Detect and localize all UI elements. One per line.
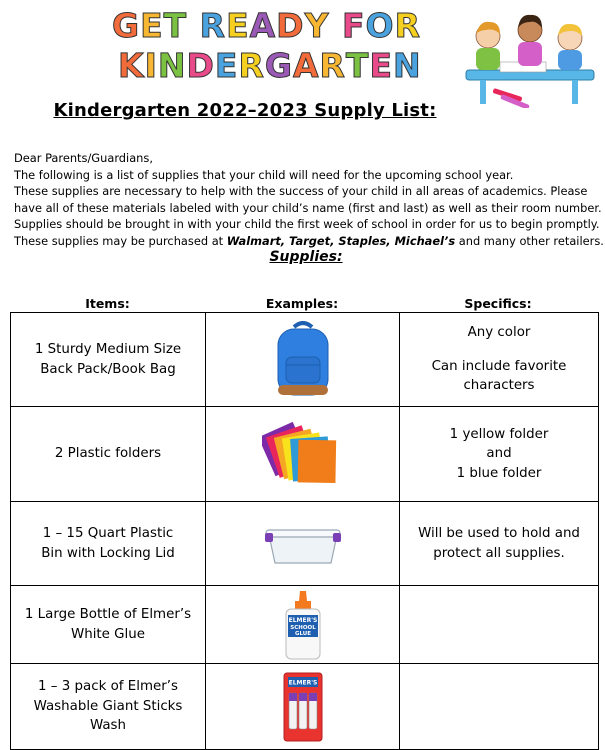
banner-letter: E: [214, 46, 239, 85]
specifics-cell: [400, 586, 599, 664]
banner-letter: [187, 6, 200, 45]
banner-letter: K: [118, 46, 145, 85]
item-cell: [11, 407, 206, 502]
specifics-text: [400, 343, 598, 357]
letter-line: have all of these materials labeled with your child’s name (first and last) as well as their room number.: [14, 200, 602, 215]
item-text: Wash: [89, 718, 127, 734]
banner-letter: T: [163, 6, 188, 45]
column-header-items: Items:: [85, 296, 130, 311]
item-text: Bin with Locking Lid: [41, 545, 175, 561]
specifics-text: characters: [463, 378, 535, 394]
banner-letter: R: [238, 46, 265, 85]
banner-letter: F: [341, 6, 366, 45]
letter-line: [14, 233, 604, 250]
specifics-cell: [400, 313, 599, 407]
banner-letter: D: [276, 6, 305, 45]
table-row: [11, 586, 599, 664]
specifics-text: protect all supplies.: [433, 545, 565, 561]
specifics-text: Any color: [467, 325, 531, 341]
banner-letter: G: [112, 6, 141, 45]
item-cell: [11, 313, 206, 407]
letter-line: The following is a list of supplies that your child will need for the upcoming school year.: [14, 167, 514, 182]
item-text: 1 Sturdy Medium Size: [34, 342, 182, 357]
letter-to-parents: [14, 150, 604, 250]
letter-line: Supplies should be brought in with your child the first week of school in order for us to begin promptly.: [14, 217, 600, 232]
item-text: 1 – 3 pack of Elmer’s: [38, 679, 178, 695]
svg-text:ELMER'S: ELMER'S: [288, 679, 317, 686]
column-header-specifics: Specifics:: [464, 296, 532, 311]
example-cell: [206, 586, 400, 664]
item-cell: [11, 502, 206, 586]
item-text: Back Pack/Book Bag: [40, 361, 176, 377]
letter-salutation: Dear Parents/Guardians,: [14, 151, 153, 165]
banner-letter: A: [292, 46, 320, 85]
example-cell: [206, 664, 400, 750]
banner-letter: O: [365, 6, 395, 45]
banner-letter: Y: [304, 6, 330, 45]
specifics-text: Can include favorite: [431, 358, 567, 374]
specifics-cell: [400, 502, 599, 586]
column-header-examples: Examples:: [265, 296, 339, 311]
specifics-text: and: [486, 446, 512, 462]
children-coloring-clipart-icon: [460, 8, 600, 108]
glue-bottle-icon: [280, 589, 326, 661]
item-cell: [11, 586, 206, 664]
supply-table: [10, 312, 599, 750]
banner-letter: R: [319, 46, 346, 85]
example-cell: [206, 502, 400, 586]
backpack-icon: [272, 321, 334, 399]
item-cell: [11, 664, 206, 750]
banner-letter: I: [144, 46, 158, 85]
banner-letter: D: [186, 46, 215, 85]
letter-text: and many other retailers.: [455, 233, 604, 248]
letter-line: These supplies are necessary to help with the success of your child in all areas of academics. Please: [14, 184, 588, 199]
banner-letter: E: [226, 6, 250, 45]
example-cell: [206, 313, 400, 407]
specifics-text: 1 blue folder: [456, 465, 542, 481]
specifics-cell: [400, 664, 599, 750]
item-text: 2 Plastic folders: [54, 446, 162, 462]
page-title: Kindergarten 2022–2023 Supply List:: [53, 100, 437, 121]
banner-letter: R: [199, 6, 227, 45]
specifics-text: 1 yellow folder: [449, 426, 549, 442]
banner-letter: N: [392, 46, 422, 85]
specifics-cell: [400, 407, 599, 502]
glue-sticks-icon: [280, 671, 326, 743]
folders-icon: [262, 418, 344, 490]
plastic-bin-icon: [263, 521, 343, 567]
svg-text:ELMER'S: ELMER'S: [288, 616, 317, 624]
banner-letter: A: [249, 6, 277, 45]
banner-letter: R: [394, 6, 422, 45]
column-headers: [10, 296, 597, 312]
table-row: [11, 664, 599, 750]
letter-text: These supplies may be purchased at: [14, 233, 227, 248]
specifics-text: Will be used to hold and: [418, 526, 580, 541]
example-cell: [206, 407, 400, 502]
item-text: Washable Giant Sticks: [33, 698, 183, 714]
table-row: [11, 502, 599, 586]
table-row: [11, 313, 599, 407]
banner-letter: T: [345, 46, 370, 85]
svg-text:SCHOOL: SCHOOL: [289, 624, 316, 631]
banner-letter: E: [140, 6, 164, 45]
banner-letter: N: [157, 46, 187, 85]
item-text: 1 – 15 Quart Plastic: [42, 526, 174, 541]
item-text: White Glue: [70, 626, 145, 642]
item-text: 1 Large Bottle of Elmer’s: [24, 607, 192, 622]
store-names: Walmart, Target, Staples, Michael’s: [226, 233, 456, 248]
svg-text:GLUE: GLUE: [294, 630, 311, 637]
banner-letter: E: [369, 46, 393, 85]
banner-letter: G: [264, 46, 293, 85]
supplies-heading: Supplies:: [269, 249, 343, 265]
table-row: [11, 407, 599, 502]
banner-letter: [329, 6, 342, 45]
